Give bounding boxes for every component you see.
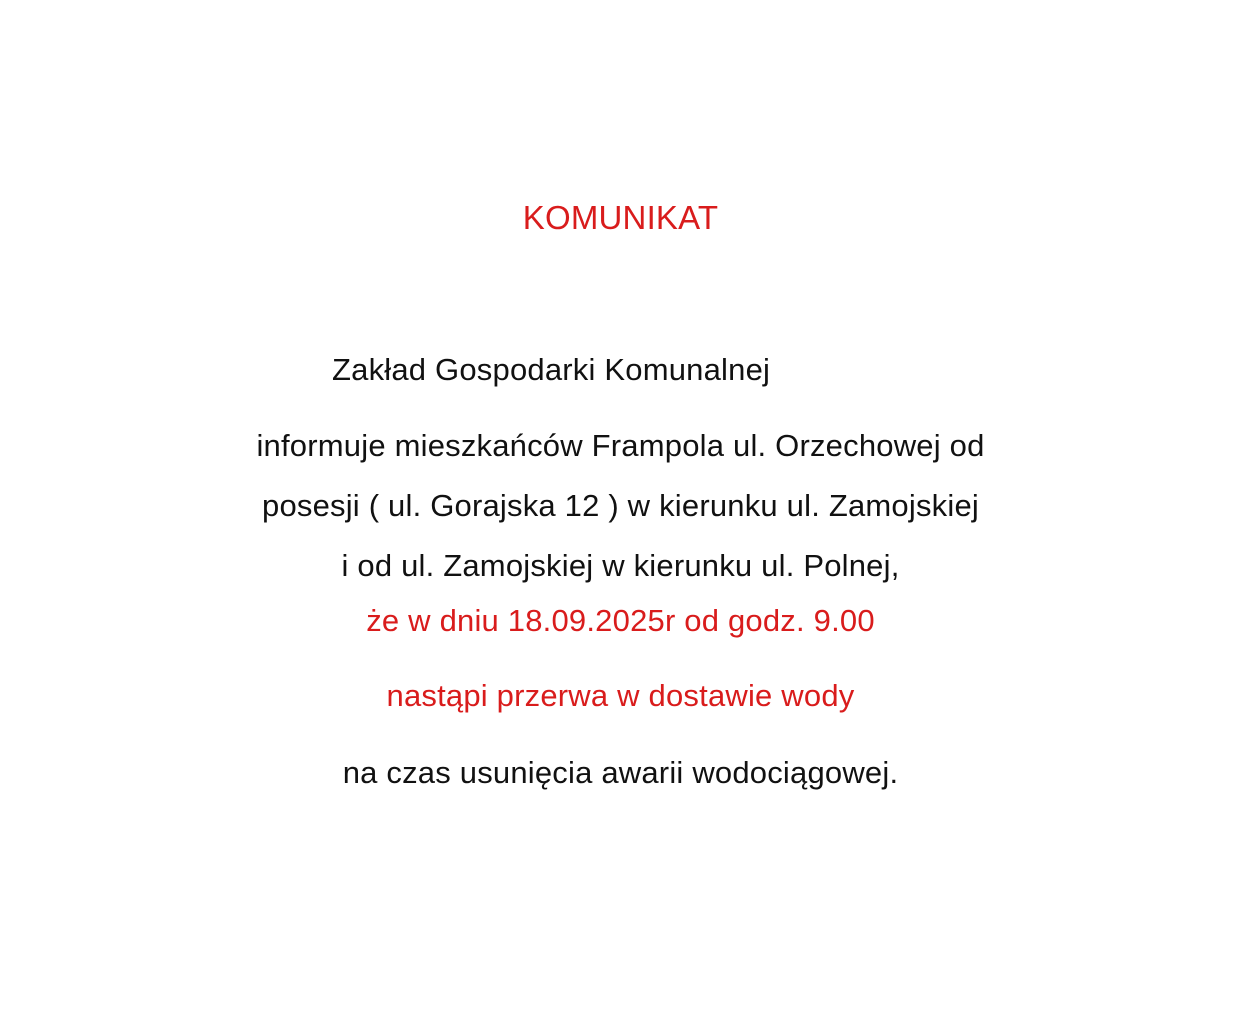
highlight-date-line: że w dniu 18.09.2025r od godz. 9.00 <box>366 603 875 638</box>
organization-name: Zakład Gospodarki Komunalnej <box>332 352 771 387</box>
highlight-outage-line: nastąpi przerwa w dostawie wody <box>386 678 855 713</box>
closing-line: na czas usunięcia awarii wodociągowej. <box>342 755 899 790</box>
notice-title: KOMUNIKAT <box>522 199 719 236</box>
body-line-2: posesji ( ul. Gorajska 12 ) w kierunku ul. Zamojskiej <box>262 488 979 523</box>
body-line-3: i od ul. Zamojskiej w kierunku ul. Polnej, <box>341 548 900 583</box>
body-line-1: informuje mieszkańców Frampola ul. Orzechowej od <box>256 428 985 463</box>
